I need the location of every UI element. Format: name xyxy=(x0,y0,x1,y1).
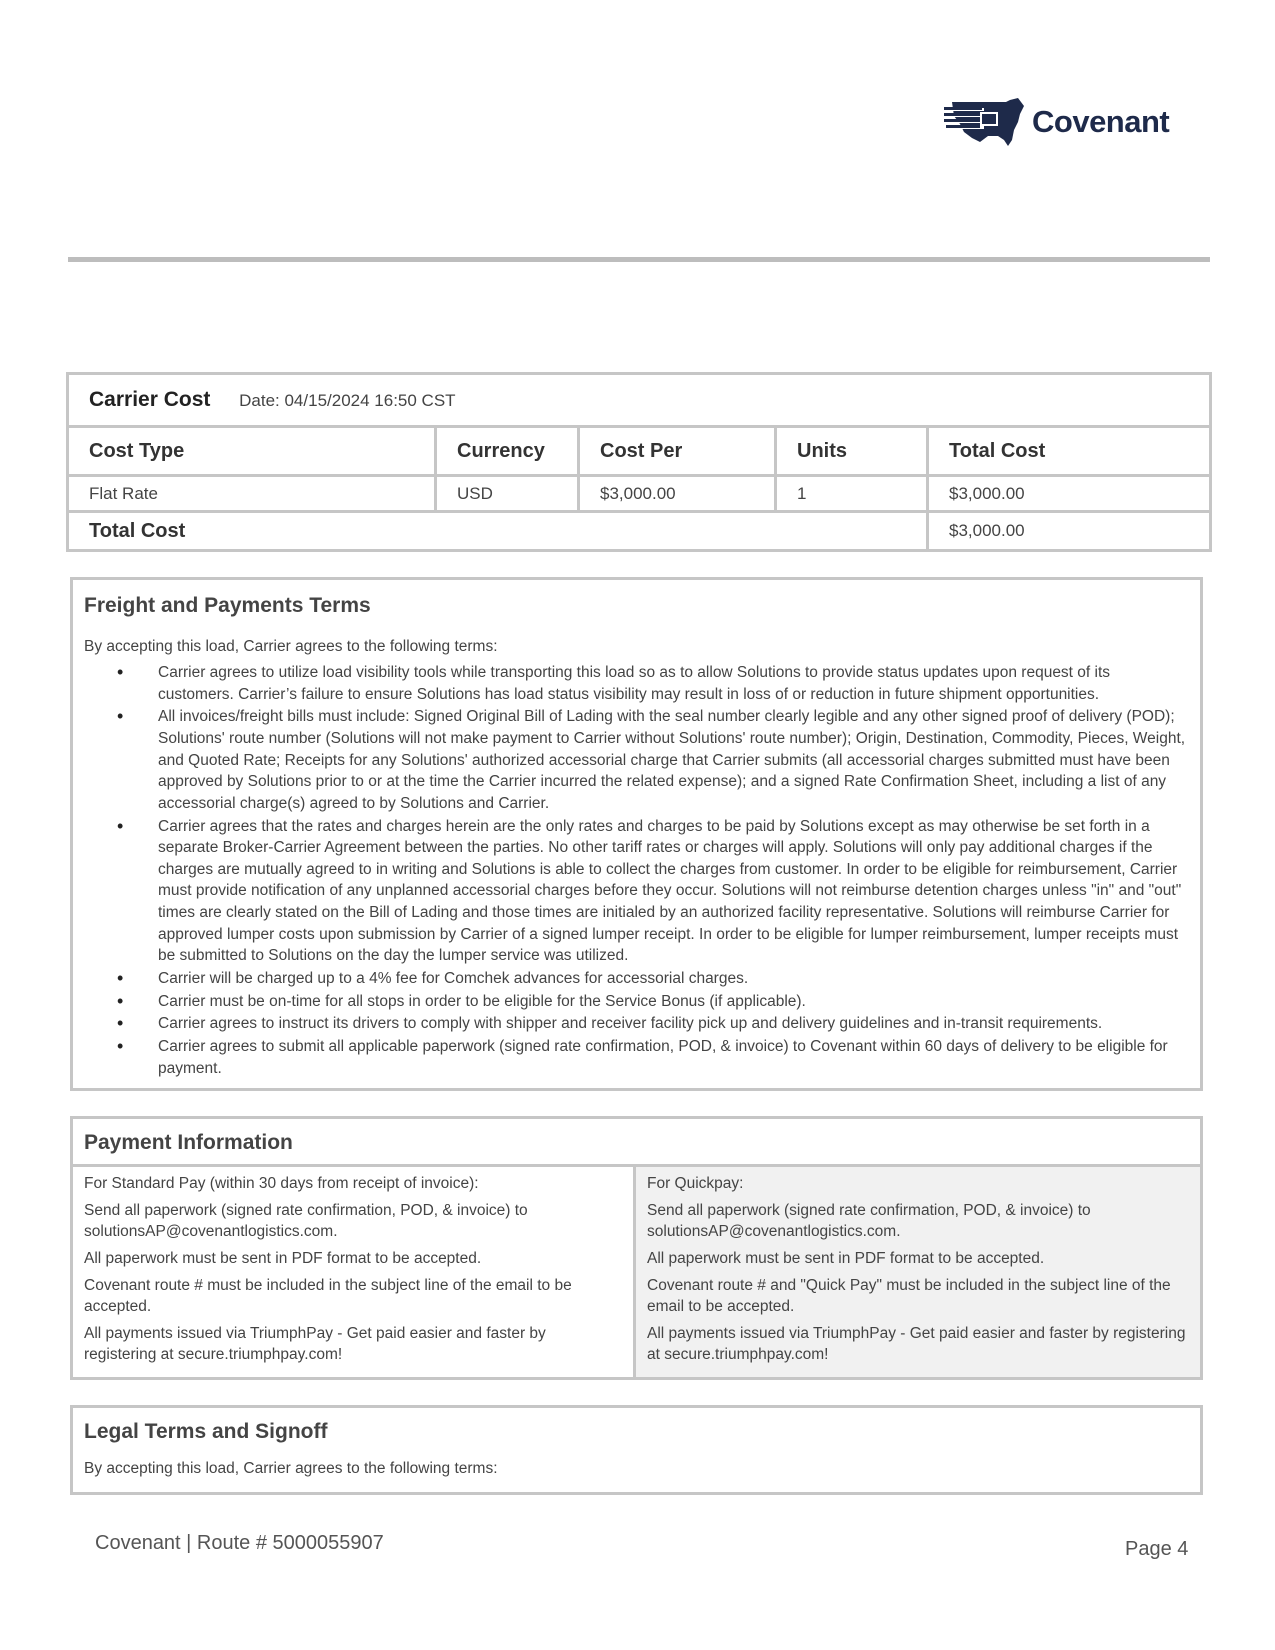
carrier-cost-title-row xyxy=(68,374,1211,427)
logo-wordmark: Covenant xyxy=(1032,104,1170,139)
quickpay-line: Send all paperwork (signed rate confirmation, POD, & invoice) to solutionsAP@covenantlogistics.com. xyxy=(647,1202,1091,1240)
cell-currency: USD xyxy=(436,476,579,512)
standard-pay-line: All payments issued via TriumphPay - Get paid easier and faster by registering at secure.triumphpay.com! xyxy=(84,1325,546,1363)
covenant-logo xyxy=(944,96,1170,152)
payment-info-title: Payment Information xyxy=(84,1131,293,1154)
cell-cost-per: $3,000.00 xyxy=(579,476,776,512)
cell-units: 1 xyxy=(776,476,928,512)
page-number: Page 4 xyxy=(1125,1538,1189,1560)
legal-terms-intro: By accepting this load, Carrier agrees to the following terms: xyxy=(84,1460,498,1477)
table-header-row xyxy=(68,427,1211,476)
payment-info-section xyxy=(70,1116,1203,1380)
cell-total-cost: $3,000.00 xyxy=(928,476,1211,512)
quickpay-line: All payments issued via TriumphPay - Get paid easier and faster by registering at secure.triumphpay.com! xyxy=(647,1325,1186,1363)
standard-pay-line: All paperwork must be sent in PDF format to be accepted. xyxy=(84,1250,482,1267)
freight-terms-section xyxy=(70,577,1203,1091)
standard-pay-column xyxy=(73,1167,636,1377)
footer-route: Covenant | Route # 5000055907 xyxy=(95,1532,384,1554)
list-item: • Carrier will be charged up to a 4% fee for Comchek advances for accessorial charges. xyxy=(158,968,1189,990)
total-row xyxy=(68,512,1211,551)
legal-terms-section xyxy=(70,1405,1203,1495)
legal-terms-title: Legal Terms and Signoff xyxy=(84,1420,328,1443)
quickpay-line: Covenant route # and "Quick Pay" must be included in the subject line of the email to be accepted. xyxy=(647,1277,1171,1315)
freight-terms-intro: By accepting this load, Carrier agrees to the following terms: xyxy=(84,638,498,655)
list-item: • Carrier must be on-time for all stops in order to be eligible for the Service Bonus (if applicable). xyxy=(158,991,1189,1013)
list-item: • Carrier agrees to submit all applicable paperwork (signed rate confirmation, POD, & invoice) to Covenant within 60 days of delivery to be eligible for payment. xyxy=(158,1036,1189,1079)
total-value: $3,000.00 xyxy=(928,512,1211,551)
column-header-total-cost: Total Cost xyxy=(928,427,1211,476)
column-header-currency: Currency xyxy=(436,427,579,476)
us-map-truck-icon xyxy=(944,96,1030,152)
header-divider xyxy=(68,257,1210,262)
column-header-units: Units xyxy=(776,427,928,476)
standard-pay-line: Send all paperwork (signed rate confirmation, POD, & invoice) to solutionsAP@covenantlogistics.com. xyxy=(84,1202,528,1240)
total-label: Total Cost xyxy=(89,519,186,542)
column-header-cost-type: Cost Type xyxy=(68,427,436,476)
carrier-cost-date: Date: 04/15/2024 16:50 CST xyxy=(239,391,456,410)
freight-terms-list xyxy=(84,662,1189,1079)
list-item: • Carrier agrees to instruct its drivers to comply with shipper and receiver facility pick up and delivery guidelines and in-transit requirements. xyxy=(158,1013,1189,1035)
list-item: • Carrier agrees to utilize load visibility tools while transporting this load so as to allow Solutions to provide status updates upon request of its customers. Carrier’s failure to ensure Solutions has load status visibility may result in loss of or reduction in future shipment opportunities. xyxy=(158,662,1189,705)
quickpay-column xyxy=(636,1167,1200,1377)
carrier-cost-title: Carrier Cost xyxy=(89,388,211,411)
list-item: • All invoices/freight bills must include: Signed Original Bill of Lading with the seal number clearly legible and any other signed proof of delivery (POD); Solutions' route number (Solutions will not make payment to Carrier without Solutions' route number); Origin, Destination, Commodity, Pieces, Weight, and Quoted Rate; Receipts for any Solutions' authorized accessorial charge that Carrier submits (all accessorial charges submitted must have been approved by Solutions prior to or at the time the Carrier incurred the related expense); and a signed Rate Confirmation Sheet, including a list of any accessorial charge(s) agreed to by Solutions and Carrier. xyxy=(158,706,1189,814)
carrier-cost-table xyxy=(66,372,1212,552)
quickpay-line: All paperwork must be sent in PDF format to be accepted. xyxy=(647,1250,1045,1267)
standard-pay-line: Covenant route # must be included in the subject line of the email to be accepted. xyxy=(84,1277,572,1315)
quickpay-heading: For Quickpay: xyxy=(647,1175,744,1192)
standard-pay-heading: For Standard Pay (within 30 days from receipt of invoice): xyxy=(84,1175,479,1192)
cell-cost-type: Flat Rate xyxy=(68,476,436,512)
table-row xyxy=(68,476,1211,512)
list-item: • Carrier agrees that the rates and charges herein are the only rates and charges to be paid by Solutions except as may otherwise be set forth in a separate Broker-Carrier Agreement between the parties. No other tariff rates or charges will apply. Solutions will only pay additional charges if the charges are mutually agreed to in writing and Solutions is able to collect the charges from customer. In order to be eligible for reimbursement, Carrier must provide notification of any unplanned accessorial charges before they occur. Solutions will not reimburse detention charges unless "in" and "out" times are clearly stated on the Bill of Lading and those times are initialed by an authorized facility representative. Solutions will reimburse Carrier for approved lumper costs upon submission by Carrier of a signed lumper receipt. In order to be eligible for lumper reimbursement, lumper receipts must be submitted to Solutions on the day the lumper service was utilized. xyxy=(158,816,1189,967)
column-header-cost-per: Cost Per xyxy=(579,427,776,476)
freight-terms-title: Freight and Payments Terms xyxy=(84,594,371,617)
